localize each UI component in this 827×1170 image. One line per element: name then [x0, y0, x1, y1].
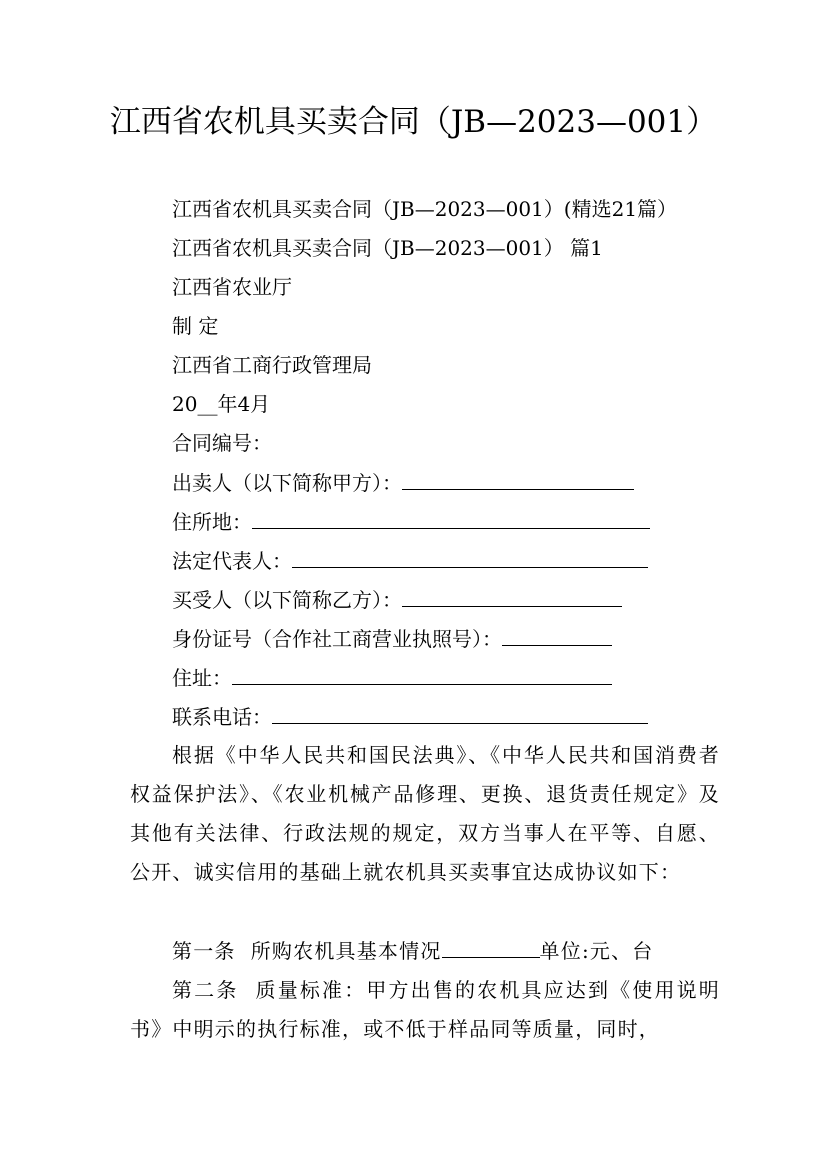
- buyer-blank[interactable]: [402, 580, 622, 607]
- preamble-paragraph: 根据《中华人民共和国民法典》、《中华人民共和国消费者权益保护法》、《农业机械产品修理、更换、退货责任规定》及其他有关法律、行政法规的规定，双方当事人在平等、自愿、公开、诚实信用的基础上就农机具买卖事宜达成协议如下：: [130, 743, 720, 884]
- article-1-unit: 单位:元、台: [539, 939, 654, 963]
- article-2-text: 质量标准：甲方出售的农机具应达到《使用说明书》中明示的执行标准，或不低于样品同等质量，同时，: [130, 978, 720, 1041]
- buyer-address-line: [172, 658, 717, 697]
- phone-blank[interactable]: [272, 697, 648, 724]
- legal-rep-label: 法定代表人：: [172, 549, 292, 573]
- issuer-line: 江西省农业厅: [172, 275, 292, 299]
- article-1-blank[interactable]: [442, 933, 540, 958]
- subtitle-line: 江西省农机具买卖合同（JB—2023—001）(精选21篇）: [172, 197, 678, 221]
- id-number-label: 身份证号（合作社工商营业执照号）：: [172, 627, 502, 651]
- bureau-line: 江西省工商行政管理局: [172, 353, 372, 377]
- legal-rep-line: [172, 541, 717, 580]
- phone-label: 联系电话：: [172, 705, 272, 729]
- contract-header-block: [172, 190, 717, 736]
- seller-blank[interactable]: [402, 463, 634, 490]
- buyer-address-label: 住址：: [172, 666, 232, 690]
- id-number-blank[interactable]: [502, 619, 612, 646]
- phone-line: [172, 697, 717, 736]
- seller-label: 出卖人（以下简称甲方）：: [172, 471, 402, 495]
- seller-address-label: 住所地：: [172, 510, 252, 534]
- article-1-text: 所购农机具基本情况: [250, 939, 442, 963]
- date-line: 20__年4月: [172, 392, 271, 416]
- formulated-line: 制 定: [172, 314, 219, 338]
- article-2-label: 第二条: [172, 978, 239, 1002]
- seller-address-line: [172, 502, 717, 541]
- article-2: [130, 971, 720, 1049]
- seller-address-blank[interactable]: [252, 502, 650, 529]
- buyer-label: 买受人（以下简称乙方）：: [172, 588, 402, 612]
- seller-line: [172, 463, 717, 502]
- article-1: [130, 932, 720, 971]
- id-number-line: [172, 619, 717, 658]
- chapter-line: 江西省农机具买卖合同（JB—2023—001） 篇1: [172, 236, 603, 260]
- buyer-line: [172, 580, 717, 619]
- article-1-label: 第一条: [172, 939, 236, 963]
- document-title: 江西省农机具买卖合同（JB—2023—001）: [109, 104, 718, 140]
- contract-number-line: 合同编号：: [172, 431, 272, 455]
- legal-rep-blank[interactable]: [292, 541, 648, 568]
- buyer-address-blank[interactable]: [232, 658, 612, 685]
